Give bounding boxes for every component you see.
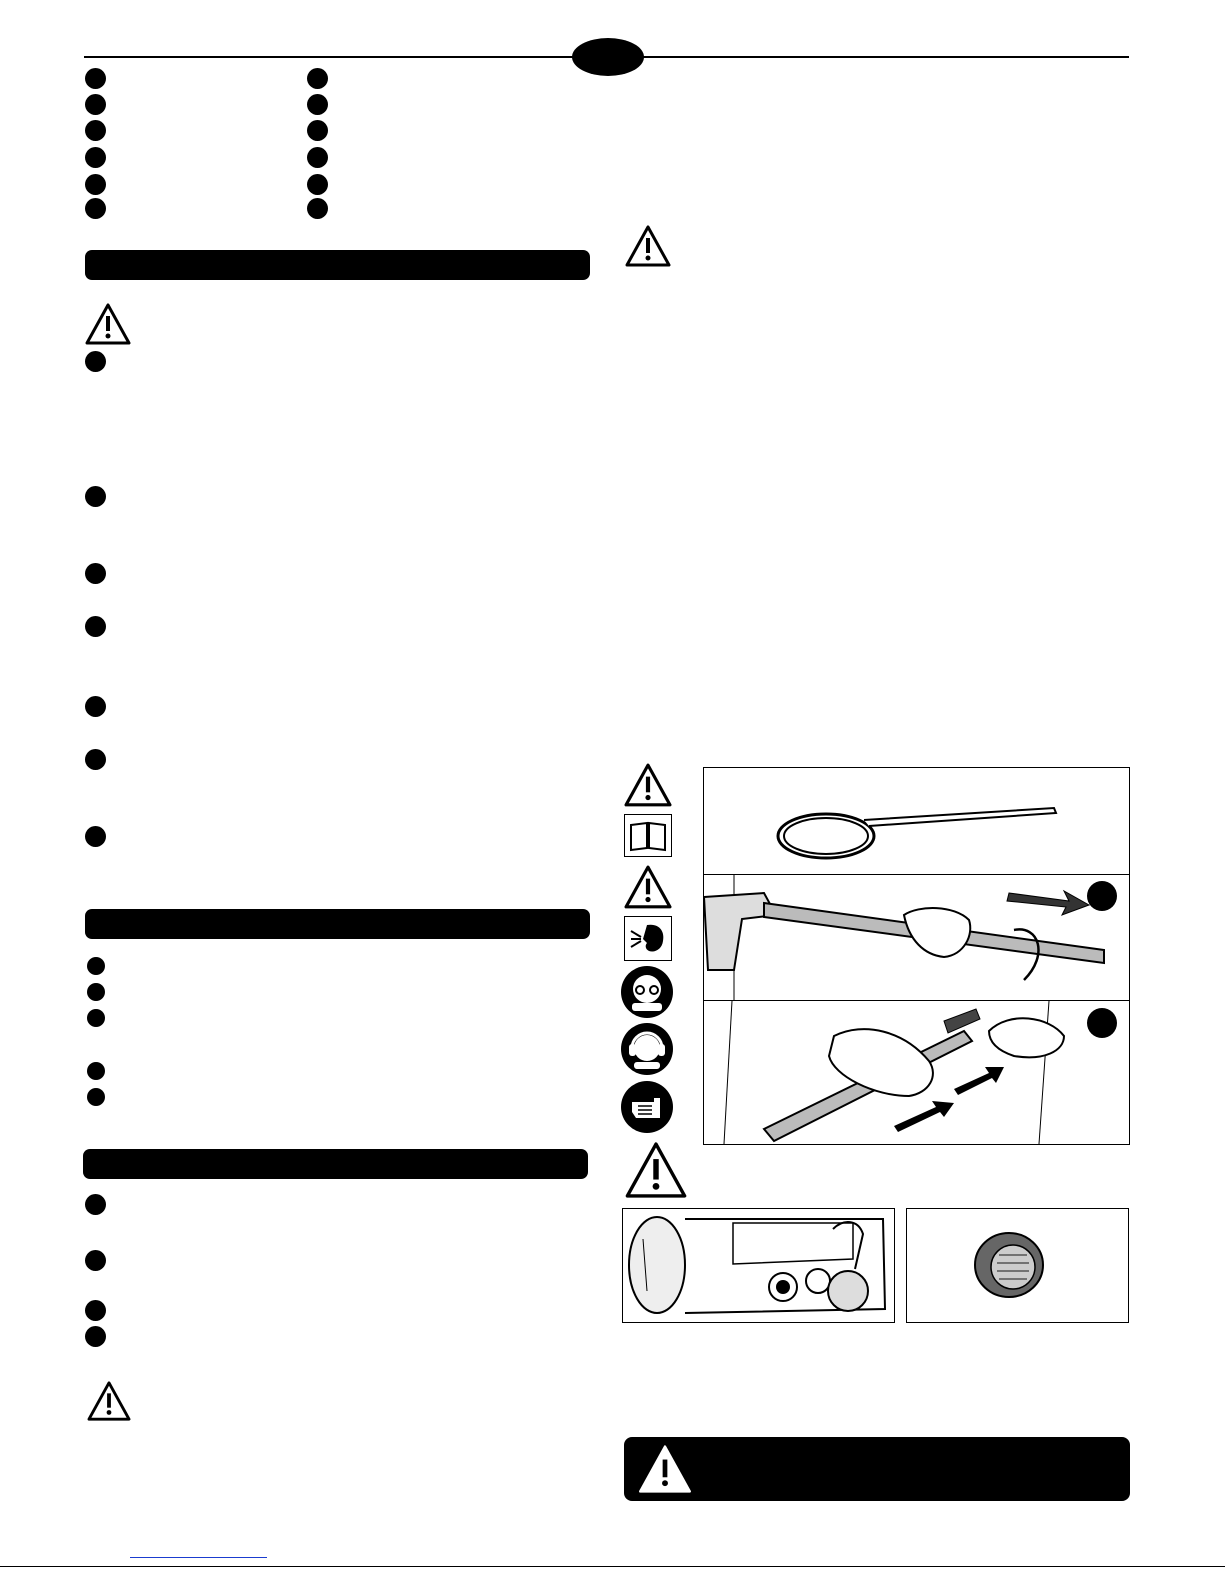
list-bullet bbox=[85, 696, 106, 717]
section-heading-bar bbox=[85, 909, 590, 939]
lance-attach-illustration bbox=[704, 875, 1129, 1000]
warning-triangle-icon bbox=[621, 1140, 691, 1200]
warning-triangle-icon bbox=[636, 1443, 694, 1495]
list-bullet bbox=[85, 1194, 106, 1215]
read-manual-icon bbox=[624, 814, 672, 857]
list-bullet bbox=[85, 351, 106, 372]
list-bullet bbox=[307, 174, 328, 195]
water-inlet-figure bbox=[622, 1208, 895, 1323]
list-bullet bbox=[307, 147, 328, 168]
list-bullet bbox=[307, 68, 328, 89]
list-bullet bbox=[85, 198, 106, 219]
warning-triangle-icon bbox=[84, 302, 132, 346]
warning-triangle-icon bbox=[624, 224, 672, 268]
list-bullet bbox=[85, 68, 106, 89]
list-bullet bbox=[85, 486, 106, 507]
list-bullet bbox=[87, 1062, 105, 1080]
section-heading-bar bbox=[85, 250, 590, 280]
warning-banner bbox=[624, 1437, 1130, 1501]
list-bullet bbox=[85, 147, 106, 168]
list-bullet bbox=[307, 94, 328, 115]
list-bullet bbox=[85, 563, 106, 584]
lance-assembly-figure bbox=[703, 767, 1130, 1145]
list-bullet bbox=[85, 120, 106, 141]
list-bullet bbox=[85, 1250, 106, 1271]
list-bullet bbox=[307, 198, 328, 219]
list-bullet bbox=[85, 1326, 106, 1347]
list-bullet bbox=[85, 749, 106, 770]
figure-marker bbox=[1087, 881, 1117, 911]
warning-triangle-icon bbox=[86, 1380, 132, 1422]
wear-gloves-icon bbox=[620, 1080, 674, 1134]
list-bullet bbox=[85, 616, 106, 637]
warning-triangle-icon bbox=[622, 864, 674, 910]
list-bullet bbox=[87, 1088, 105, 1106]
list-bullet bbox=[87, 957, 105, 975]
list-bullet bbox=[85, 1300, 106, 1321]
spray-hazard-icon bbox=[624, 916, 672, 961]
nozzle-connect-illustration bbox=[704, 1001, 1129, 1144]
wear-ear-protection-icon bbox=[620, 1022, 674, 1076]
language-badge bbox=[572, 38, 644, 76]
list-bullet bbox=[85, 174, 106, 195]
footer-link-underline[interactable] bbox=[130, 1557, 267, 1558]
inlet-filter-figure bbox=[906, 1208, 1129, 1323]
list-bullet bbox=[87, 983, 105, 1001]
hose-illustration bbox=[704, 768, 1129, 874]
list-bullet bbox=[85, 826, 106, 847]
list-bullet bbox=[87, 1009, 105, 1027]
figure-marker bbox=[1087, 1008, 1117, 1038]
footer-rule bbox=[0, 1566, 1225, 1567]
list-bullet bbox=[85, 94, 106, 115]
wear-goggles-icon bbox=[620, 965, 674, 1019]
warning-triangle-icon bbox=[622, 762, 674, 808]
section-heading-bar bbox=[83, 1149, 588, 1179]
list-bullet bbox=[307, 120, 328, 141]
